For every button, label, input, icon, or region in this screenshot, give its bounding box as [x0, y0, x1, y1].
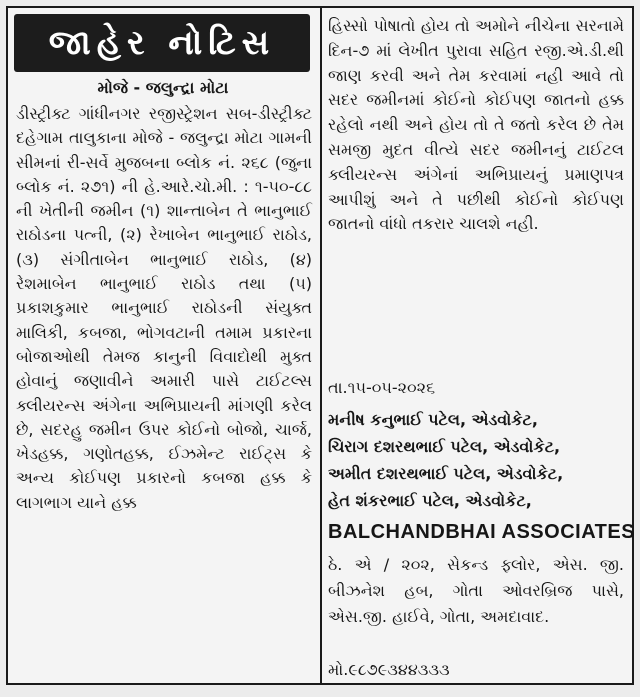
left-column — [8, 8, 318, 683]
public-notice — [6, 6, 634, 685]
notice-title: જાહેર નોટિસ — [14, 14, 310, 72]
firm-address: ઠે. એ / ૨૦૨, સેકન્ડ ફ્લોર, એસ. જી. બીઝનેશ હબ, ગોતા ઓવરબ્રિજ પાસે, એસ.જી. હાઈવે, ગોતા, અમદાવાદ. — [328, 555, 624, 626]
firm-name: BALCHANDBHAI ASSOCIATES — [328, 521, 636, 543]
right-column — [328, 8, 636, 683]
advocate-name: મનીષ કનુભાઈ પટેલ, એડવોકેટ, — [328, 410, 538, 429]
notice-body-right: હિસ્સો પોષાતો હોય તો અમોને નીચેના સરનામે દિન-૭ માં લેખીત પુરાવા સહિત રજી.એ.ડી.થી જાણ કરવી અને તેમ કરવામાં નહી આવે તો સદર જમીનમાં કોઈનો કોઈપણ જાતનો હક્ક રહેલો નથી અને હોય તો તે જતો કરેલ છે તેમ સમજી મુદત વીત્યે સદર જમીનનું ટાઈટલ ક્લીયરન્સ અંગેનાં અભિપ્રાયનું પ્રમાણપત્ર આપીશું અને તે પછીથી કોઈનો કોઈપણ જાતનો વાંધો તકરાર ચાલશે નહી. — [328, 16, 624, 234]
advocate-name: અમીત દશરથભાઈ પટેલ, એડવોકેટ, — [328, 464, 564, 483]
advocate-name: હેત શંકરભાઈ પટેલ, એડવોકેટ, — [328, 491, 532, 510]
notice-body-left: ડીસ્ટ્રીક્ટ ગાંધીનગર રજીસ્ટ્રેશન સબ-ડીસ્ટ્રીક્ટ દહેગામ તાલુકાના મોજે - જલુન્દ્રા મોટા ગામની સીમનાં રી-સર્વે મુજબના બ્લોક નં. ૨૬૮ (જુના બ્લોક નં. ૨૭૧) ની હે.આરે.ચો.મી. : ૧-૫૦-૮૮ ની ખેતીની જમીન (૧) શાન્તાબેન તે ભાનુભાઈ રાઠોડના પત્ની, (૨) રેખાબેન ભાનુભાઈ રાઠોડ, (૩) સંગીતાબેન ભાનુભાઈ રાઠોડ, (૪) રેશમાબેન ભાનુભાઈ રાઠોડ તથા (૫) પ્રકાશકુમાર ભાનુભાઈ રાઠોડની સંયુક્ત માલિકી, કબજા, ભોગવટાની તમામ પ્રકારના બોજાઓથી તેમજ કાનુની વિવાદોથી મુક્ત હોવાનું જણાવીને અમારી પાસે ટાઈટલ્સ ક્લીયરન્સ અંગેના અભિપ્રાયની માંગણી કરેલ છે, સદરહુ જમીન ઉપર કોઈનો બોજો, ચાર્જ, ખેડહક્ક, ગણોતહક્ક, ઈઝમેન્ટ રાઈટ્સ કે અન્ય કોઈપણ પ્રકારનો કબજા હક્ક કે લાગભાગ યાને હક્ક — [16, 104, 312, 512]
column-divider — [320, 8, 322, 683]
village-subheading: મોજે - જલુન્દ્રા મોટા — [97, 78, 229, 97]
phone-number: મો.૯૮૭૯૩૪૪૩૩૩ — [328, 660, 450, 679]
advocate-name: ચિરાગ દશરથભાઈ પટેલ, એડવોકેટ, — [328, 437, 561, 456]
advocates-list — [328, 406, 626, 514]
notice-date: તા.૧૫-૦૫-૨૦૨૬ — [328, 378, 436, 397]
